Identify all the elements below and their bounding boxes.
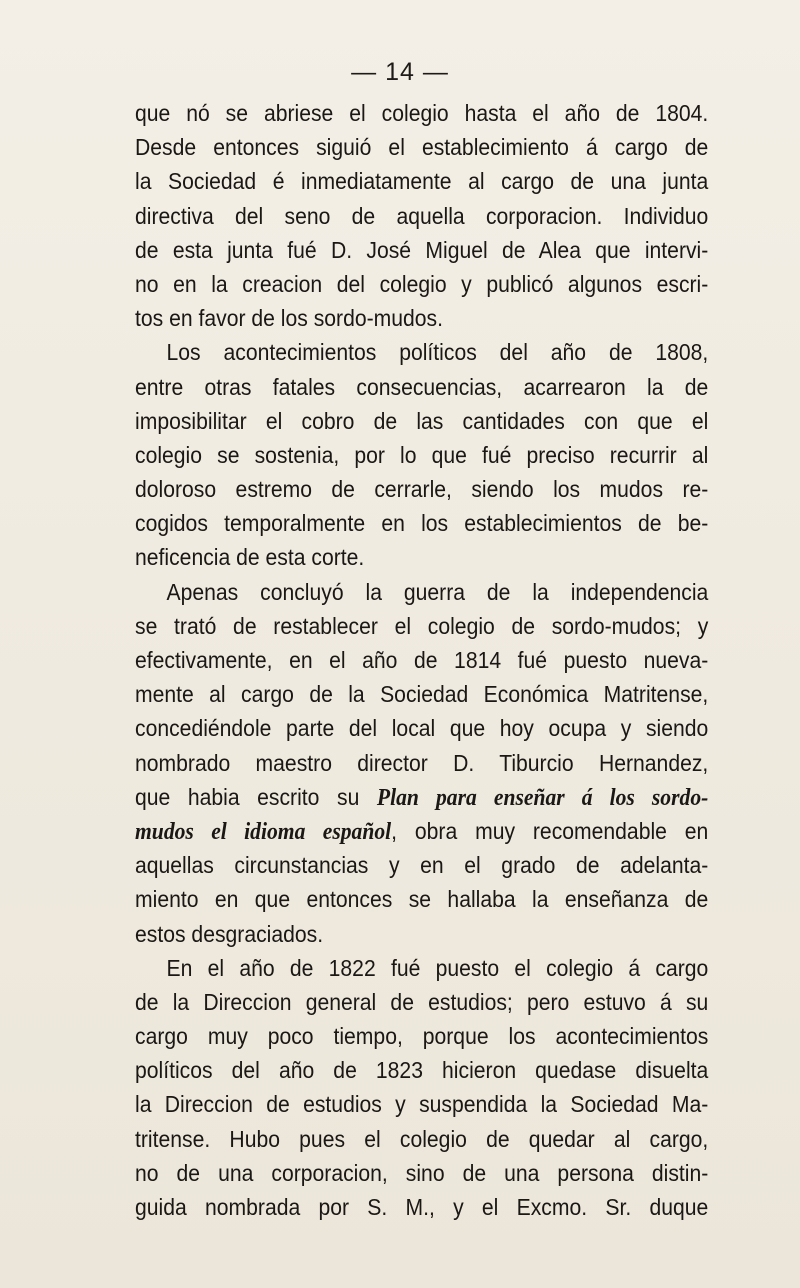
text-line: aquellas circunstancias y en el grado de adelanta- xyxy=(135,852,709,879)
text-line: la Direccion de estudios y suspendida la Sociedad Ma- xyxy=(135,1091,709,1118)
text-line: doloroso estremo de cerrarle, siendo los mudos re- xyxy=(135,476,709,503)
text-line: Desde entonces siguió el establecimiento á cargo de xyxy=(135,134,709,161)
text-line: se trató de restablecer el colegio de sordo-mudos; y xyxy=(135,612,709,639)
book-title-italic: Plan para enseñar á los sordo- xyxy=(376,784,709,811)
text-line: entre otras fatales consecuencias, acarrearon la de xyxy=(135,373,709,400)
text-line: guida nombrada por S. M., y el Excmo. Sr. duque xyxy=(135,1194,709,1220)
text-line: de esta junta fué D. José Miguel de Alea que intervi- xyxy=(135,236,709,263)
text-line-with-title xyxy=(135,780,708,814)
paragraph-start-line: Apenas concluyó la guerra de la independencia xyxy=(166,578,709,605)
text-line: neficencia de esta corte. xyxy=(135,544,365,571)
text-line: efectivamente, en el año de 1814 fué puesto nueva- xyxy=(135,647,709,673)
text-line: estos desgraciados. xyxy=(135,920,324,947)
text-line: tritense. Hubo pues el colegio de quedar al cargo, xyxy=(135,1125,709,1152)
text-segment: que habia escrito su xyxy=(135,783,377,810)
text-line: concediéndole parte del local que hoy ocupa y siendo xyxy=(135,715,709,742)
text-line: de la Direccion general de estudios; pero estuvo á su xyxy=(135,988,709,1015)
text-line-with-title xyxy=(135,814,708,848)
text-line: miento en que entonces se hallaba la enseñanza de xyxy=(135,886,709,913)
text-line: que nó se abriese el colegio hasta el año de 1804. xyxy=(135,100,709,126)
text-line: mente al cargo de la Sociedad Económica Matritense, xyxy=(135,681,709,708)
text-line: no en la creacion del colegio y publicó algunos escri- xyxy=(135,270,709,297)
book-title-italic: mudos el idioma español xyxy=(135,818,392,845)
text-segment: , obra muy recomendable en xyxy=(391,817,709,844)
text-line: imposibilitar el cobro de las cantidades con que el xyxy=(135,407,709,434)
text-line: colegio se sostenia, por lo que fué preciso recurrir al xyxy=(135,441,709,468)
text-line: políticos del año de 1823 hicieron quedase disuelta xyxy=(135,1057,709,1084)
text-line: directiva del seno de aquella corporacion. Individuo xyxy=(135,202,709,229)
text-line: cogidos temporalmente en los establecimientos de be- xyxy=(135,510,709,537)
paragraph-start-line: Los acontecimientos políticos del año de 1808, xyxy=(166,339,709,366)
text-line: no de una corporacion, sino de una persona distin- xyxy=(135,1159,709,1186)
text-line: la Sociedad é inmediatamente al cargo de una junta xyxy=(135,168,709,195)
text-line: cargo muy poco tiempo, porque los acontecimientos xyxy=(135,1023,709,1050)
text-line: tos en favor de los sordo-mudos. xyxy=(135,305,444,332)
paragraph-start-line: En el año de 1822 fué puesto el colegio á cargo xyxy=(166,954,709,981)
page-number: — 14 — xyxy=(351,58,449,86)
body-text xyxy=(135,96,709,1224)
text-line: nombrado maestro director D. Tiburcio Hernandez, xyxy=(135,749,709,776)
